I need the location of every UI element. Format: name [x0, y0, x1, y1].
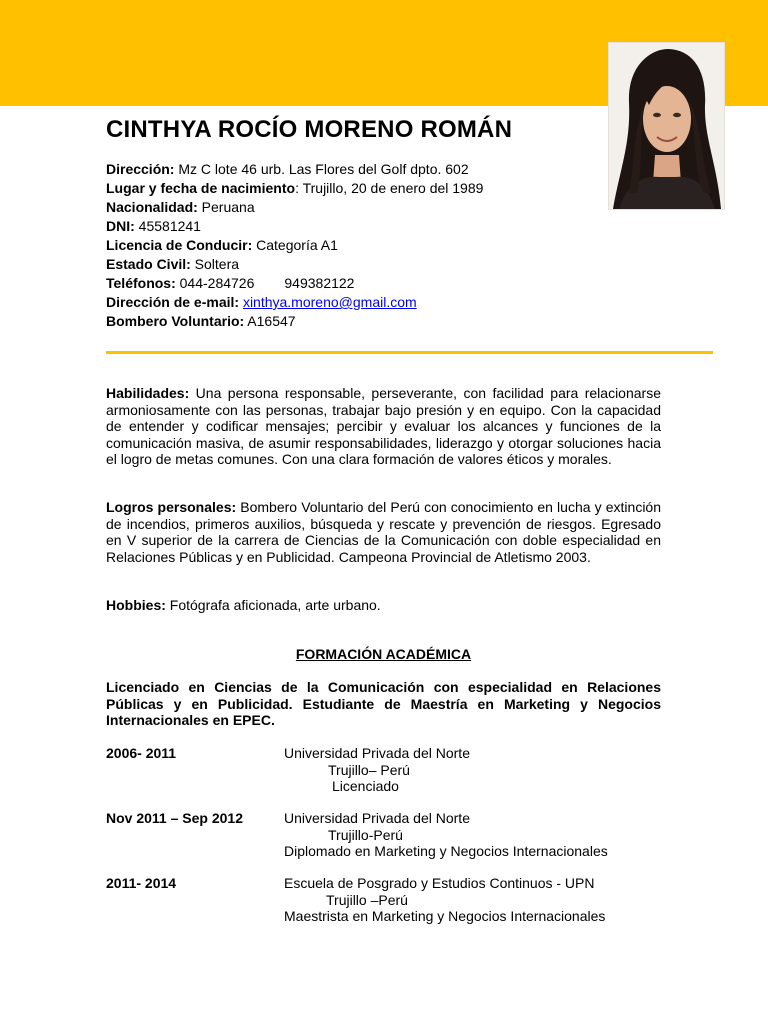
estado-label: Estado Civil:	[106, 256, 191, 272]
bombero-label: Bombero Voluntario:	[106, 313, 245, 329]
formacion-title: FORMACIÓN ACADÉMICA	[295, 646, 472, 662]
info-nacionalidad	[106, 198, 526, 217]
info-licencia	[106, 236, 526, 255]
direccion-value: Mz C lote 46 urb. Las Flores del Golf dpto. 602	[174, 161, 469, 177]
education-details	[284, 745, 470, 795]
licencia-value: Categoría A1	[252, 237, 338, 253]
habilidades-text: Una persona responsable, perseverante, con facilidad para relacionarse armoniosamente con las personas, trabajar bajo presión y en equipo. Con la capacidad de entender y codificar mensajes; percibir y evaluar los alcances y funciones de la comunicación masiva, de asumir responsabilidades, liderazgo y otorgar soluciones hacia el logro de metas comunes. Con una clara formación de valores éticos y morales.	[106, 385, 661, 467]
profile-photo	[608, 42, 725, 210]
education-location: Trujillo –Perú	[326, 891, 408, 908]
education-detail: Maestrista en Marketing y Negocios Internacionales	[284, 908, 606, 924]
habilidades-label: Habilidades:	[106, 385, 190, 401]
telefonos-label: Teléfonos:	[106, 275, 176, 291]
dni-label: DNI:	[106, 218, 135, 234]
education-institution: Escuela de Posgrado y Estudios Continuos - UPN	[284, 875, 595, 891]
telefono-2: 949382122	[284, 275, 355, 291]
education-institution: Universidad Privada del Norte	[284, 810, 470, 826]
candidate-name: CINTHYA ROCÍO MORENO ROMÁN	[106, 116, 513, 143]
education-institution: Universidad Privada del Norte	[284, 745, 470, 761]
education-detail: Licenciado	[332, 778, 399, 794]
info-telefonos	[106, 274, 526, 293]
logros-text: Bombero Voluntario del Perú con conocimiento en lucha y extinción de incendios, primeros auxilios, búsqueda y rescate y prevención de riesgos. Egresado en V superior de la carrera de Ciencias de la Comunicación con doble especialidad en Relaciones Públicas y en Publicidad. Campeona Provincial de Atletismo 2003.	[106, 499, 661, 565]
logros-paragraph	[106, 499, 661, 565]
nacimiento-label: Lugar y fecha de nacimiento	[106, 180, 296, 196]
education-location: Trujillo-Perú	[328, 826, 403, 843]
info-dni	[106, 217, 526, 236]
degree-summary: Licenciado en Ciencias de la Comunicación con especialidad en Relaciones Públicas y en Publicidad. Estudiante de Maestría en Marketing y Negocios Internacionales en EPEC.	[106, 679, 661, 728]
email-link[interactable]: xinthya.moreno@gmail.com	[242, 294, 417, 310]
section-divider	[106, 351, 713, 354]
dni-value: 45581241	[134, 218, 201, 234]
education-period: 2011- 2014	[106, 875, 177, 891]
nacionalidad-value: Peruana	[197, 199, 255, 215]
telefono-1: 044-284726	[175, 275, 255, 291]
hobbies-paragraph	[106, 597, 661, 614]
hobbies-label: Hobbies:	[106, 597, 166, 613]
licencia-label: Licencia de Conducir:	[106, 237, 253, 253]
info-estado-civil	[106, 255, 526, 274]
education-period: Nov 2011 – Sep 2012	[106, 810, 243, 826]
nacimiento-value: : Trujillo, 20 de enero del 1989	[295, 180, 484, 196]
education-details	[284, 875, 605, 925]
bombero-value: A16547	[244, 313, 296, 329]
education-period: 2006- 2011	[106, 745, 177, 761]
estado-value: Soltera	[190, 256, 240, 272]
info-direccion	[106, 160, 526, 179]
habilidades-paragraph	[106, 385, 661, 468]
education-location: Trujillo– Perú	[328, 761, 410, 778]
email-label: Dirección de e-mail:	[106, 294, 240, 310]
personal-info	[106, 160, 526, 331]
hobbies-text: Fotógrafa aficionada, arte urbano.	[165, 597, 381, 613]
direccion-label: Dirección:	[106, 161, 175, 177]
info-email	[106, 293, 526, 312]
logros-label: Logros personales:	[106, 499, 237, 515]
nacionalidad-label: Nacionalidad:	[106, 199, 198, 215]
education-details	[284, 810, 608, 860]
education-detail: Diplomado en Marketing y Negocios Internacionales	[284, 843, 608, 859]
info-bombero	[106, 312, 526, 331]
info-nacimiento	[106, 179, 526, 198]
